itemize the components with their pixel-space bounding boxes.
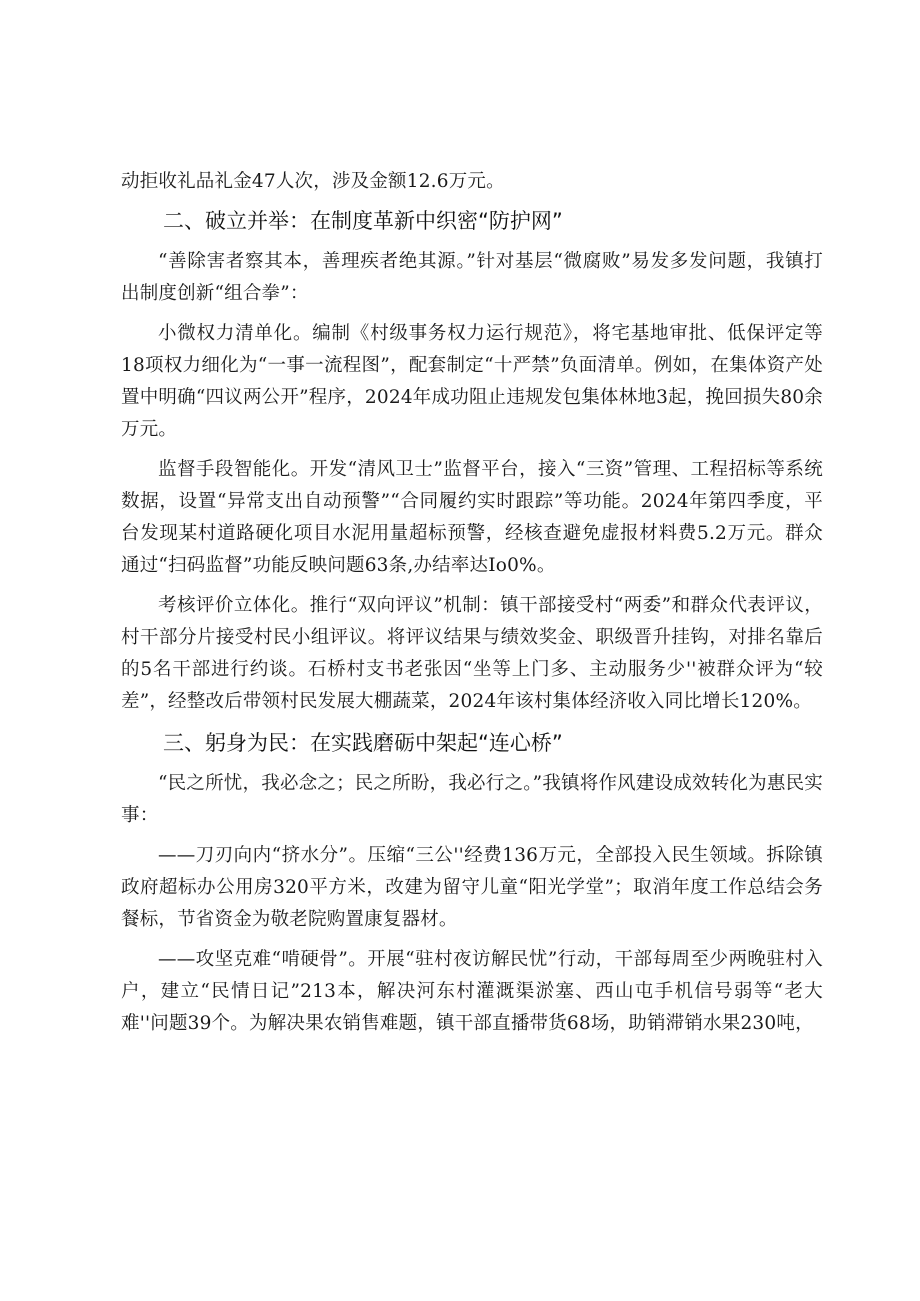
paragraph-tough-problems: ——攻坚克难“啃硬骨”。开展“驻村夜访解民忧”行动，干部每周至少两晚驻村入户，建立“民情日记”213本，解决河东村灌溉渠淤塞、西山屯手机信号弱等“老大难''问题39个。为解决果农销售难题，镇干部直播带货68场，助销滞销水果230吨， <box>121 949 823 1034</box>
section-heading-2: 二、破立并举：在制度革新中织密“防护网” <box>163 209 563 233</box>
paragraph-smart-supervision: 监督手段智能化。开发“清风卫士”监督平台，接入“三资”管理、工程招标等系统数据，设置“异常支出自动预警”“合同履约实时跟踪”等功能。2024年第四季度，平台发现某村道路硬化项目水泥用量超标预警，经核查避免虚报材料费5.2万元。群众通过“扫码监督”功能反映问题63条,办结率达Io0%。 <box>121 459 823 576</box>
paragraph-intro-3: “民之所忧，我必念之；民之所盼，我必行之。”我镇将作风建设成效转化为惠民实事： <box>121 773 823 826</box>
paragraph-evaluation: 考核评价立体化。推行“双向评议”机制：镇干部接受村“两委”和群众代表评议，村干部分片接受村民小组评议。将评议结果与绩效奖金、职级晋升挂钩，对排名靠后的5名干部进行约谈。石桥村支书老张因“坐等上门多、主动服务少''被群众评为“较差”，经整改后带领村民发展大棚蔬菜，2024年该村集体经济收入同比增长120%。 <box>121 595 823 712</box>
paragraph-power-list: 小微权力清单化。编制《村级事务权力运行规范》，将宅基地审批、低保评定等18项权力细化为“一事一流程图”，配套制定“十严禁”负面清单。例如，在集体资产处置中明确“四议两公开”程序，2024年成功阻止违规发包集体林地3起，挽回损失80余万元。 <box>121 323 823 440</box>
paragraph-cost-cutting: ——刀刃向内“挤水分”。压缩“三公''经费136万元，全部投入民生领域。拆除镇政府超标办公用房320平方米，改建为留守儿童“阳光学堂”；取消年度工作总结会务餐标，节省资金为敬老院购置康复器材。 <box>121 845 823 930</box>
document-body <box>121 166 823 1048</box>
paragraph-continuation: 动拒收礼品礼金47人次，涉及金额12.6万元。 <box>121 171 505 192</box>
paragraph-intro-2: “善除害者察其本，善理疾者绝其源。”针对基层“微腐败”易发多发问题，我镇打出制度创新“组合拳”： <box>121 251 823 304</box>
section-heading-3: 三、躬身为民：在实践磨砺中架起“连心桥” <box>163 731 563 755</box>
